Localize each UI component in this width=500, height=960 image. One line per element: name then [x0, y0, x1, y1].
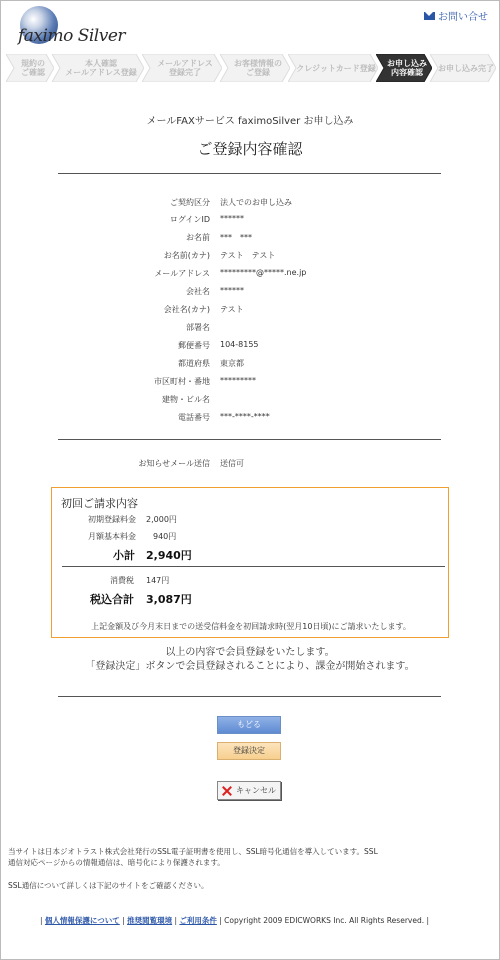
info-value: ******: [220, 286, 244, 295]
info-label: 会社名: [186, 287, 210, 296]
info-row: [60, 268, 440, 280]
initial-fee-value: 2,000円: [146, 515, 177, 524]
footer-sep: |: [40, 916, 45, 925]
footer-sep: |: [216, 916, 225, 925]
step-5: [288, 54, 378, 82]
copyright: Copyright 2009 EDICWORKS Inc. All Rights Reserved.: [224, 916, 425, 925]
info-row: [60, 322, 440, 334]
step-3-label: メールアドレス 登録完了: [157, 59, 213, 77]
step-7-label: お申し込み完了: [438, 63, 494, 73]
info-row: [60, 358, 440, 370]
billing-box: [51, 487, 449, 638]
info-row: [60, 250, 440, 262]
footer-sep: |: [119, 916, 128, 925]
cancel-button[interactable]: [217, 781, 281, 800]
step-3: [142, 54, 222, 82]
info-value: テスト: [220, 305, 244, 314]
faximo-logo[interactable]: [10, 6, 126, 50]
terms-link[interactable]: ご利用条件: [179, 916, 217, 925]
page-title: ご登録内容確認: [197, 140, 303, 158]
divider: [58, 173, 441, 174]
info-label: ご契約区分: [170, 198, 210, 207]
notice-label: お知らせメール送信: [138, 459, 210, 468]
subtotal-value: 2,940円: [146, 549, 192, 562]
info-label: 建物・ビル名: [162, 395, 210, 404]
privacy-link[interactable]: 個人情報保護について: [44, 916, 120, 925]
step-5-label: クレジットカード登録: [296, 63, 376, 73]
progress-steps: [6, 54, 496, 82]
step-6: [376, 54, 432, 82]
confirm-registration-button[interactable]: 登録決定: [217, 742, 281, 760]
info-label: 郵便番号: [178, 341, 210, 350]
footer-sep: |: [172, 916, 180, 925]
cancel-label: キャンセル: [236, 786, 276, 795]
monthly-fee-value: 940円: [153, 532, 177, 541]
info-label: お名前: [186, 233, 210, 242]
back-button[interactable]: もどる: [217, 716, 281, 734]
step-1-label: 規約の ご確認: [21, 59, 45, 77]
notice-value: 送信可: [220, 459, 244, 468]
step-4: [220, 54, 290, 82]
info-row: [60, 197, 440, 209]
info-value: ***-****-****: [220, 412, 270, 421]
billing-title: 初回ご請求内容: [61, 497, 138, 510]
footer-sep: |: [424, 916, 430, 925]
ssl-notice-2: 通信対応ページからの情報通信は、暗号化により保護されます。: [8, 858, 225, 867]
close-icon: [222, 786, 232, 796]
info-row: [60, 232, 440, 244]
divider: [58, 696, 441, 697]
info-row: [60, 340, 440, 352]
step-2-label: 本人確認 メールアドレス登録: [65, 59, 137, 77]
initial-fee-label: 初期登録料金: [88, 515, 136, 524]
contact-label: お問い合せ: [438, 12, 488, 23]
summary-line-2: 「登録決定」ボタンで会員登録されることにより、課金が開始されます。: [85, 661, 415, 672]
info-label: 都道府県: [178, 359, 210, 368]
notice-row: [60, 458, 440, 470]
info-row: [60, 394, 440, 406]
ssl-notice-3: SSL通信について詳しくは下記のサイトをご確認ください。: [8, 881, 209, 890]
summary-text: [0, 646, 500, 674]
info-label: 市区町村・番地: [154, 377, 210, 386]
info-row: [60, 412, 440, 424]
info-value: *********@*****.ne.jp: [220, 268, 307, 277]
info-value: 104-8155: [220, 340, 259, 349]
footer: [40, 915, 480, 926]
info-label: ログインID: [169, 215, 210, 224]
info-row: [60, 214, 440, 226]
info-row: [60, 304, 440, 316]
logo-text: faximo Silver: [18, 26, 126, 46]
step-4-label: お客様情報の ご登録: [234, 59, 282, 77]
info-row: [60, 286, 440, 298]
step-2: [52, 54, 144, 82]
divider: [58, 439, 441, 440]
service-title: メールFAXサービス faximoSilver お申し込み: [146, 116, 354, 127]
ssl-notice-1: 当サイトは日本ジオトラスト株式会社発行のSSL電子証明書を使用し、SSL暗号化通信を導入しています。SSL: [8, 847, 378, 856]
step-1: [6, 54, 54, 82]
tax-label: 消費税: [110, 576, 134, 585]
info-label: 部署名: [186, 323, 210, 332]
info-row: [60, 376, 440, 388]
total-value: 3,087円: [146, 593, 192, 606]
contact-link[interactable]: [424, 8, 488, 23]
info-label: 電話番号: [178, 413, 210, 422]
info-value: 法人でのお申し込み: [220, 198, 292, 207]
billing-note: 上記金額及び今月末日までの送受信料金を初回請求時(翌月10日頃)にご請求いたします。: [91, 622, 411, 631]
step-7: [430, 54, 496, 82]
billing-divider: [62, 566, 445, 567]
tax-value: 147円: [146, 576, 170, 585]
info-label: メールアドレス: [154, 269, 210, 278]
info-label: 会社名(カナ): [163, 305, 210, 314]
subtotal-label: 小計: [113, 549, 135, 562]
mail-icon: [424, 12, 435, 20]
total-label: 税込合計: [90, 593, 134, 606]
monthly-fee-label: 月額基本料金: [88, 532, 136, 541]
info-value: *** ***: [220, 233, 252, 242]
info-value: 東京都: [220, 359, 244, 368]
info-value: テスト テスト: [220, 251, 276, 260]
info-label: お名前(カナ): [163, 251, 210, 260]
info-value: *********: [220, 376, 256, 385]
environment-link[interactable]: 推奨閲覧環境: [127, 916, 173, 925]
step-6-label: お申し込み 内容確認: [387, 59, 427, 77]
summary-line-1: 以上の内容で会員登録をいたします。: [165, 647, 335, 658]
info-value: ******: [220, 214, 244, 223]
